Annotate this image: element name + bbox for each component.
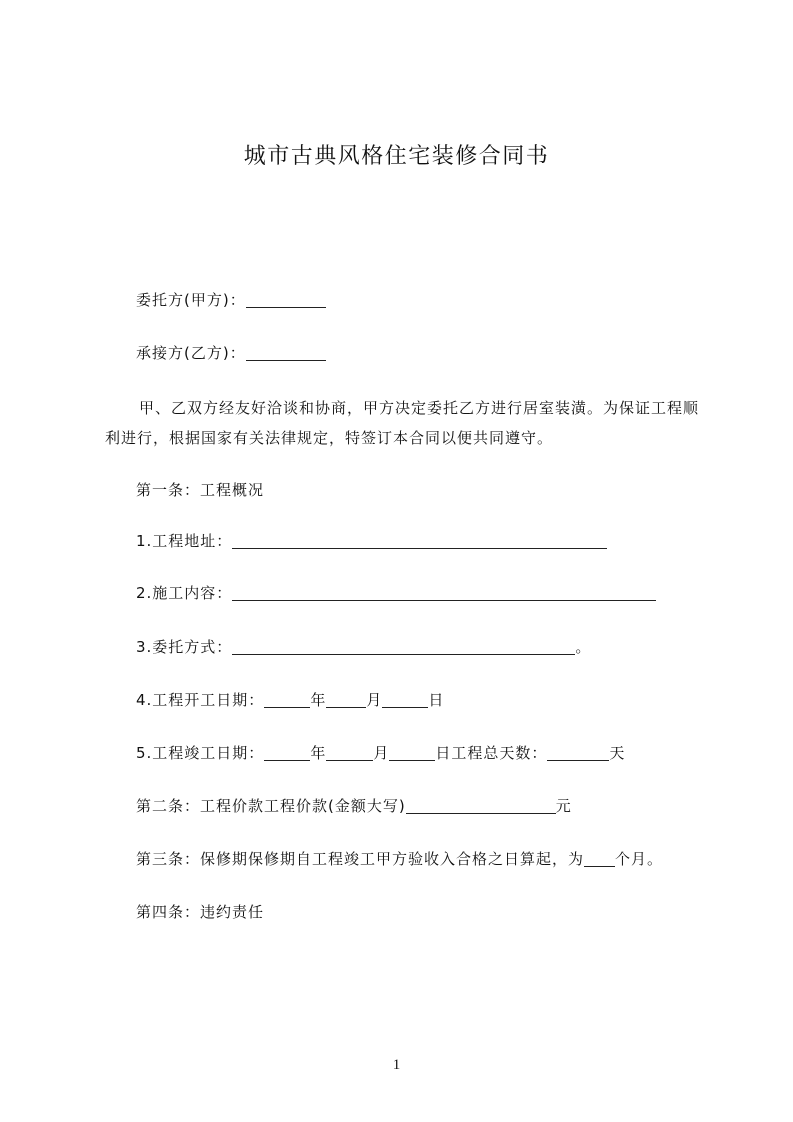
method-blank (232, 638, 575, 655)
item-4-label: 4.工程开工日期： (136, 691, 265, 709)
party-a-label: 委托方(甲方)： (136, 291, 246, 309)
party-b-line (136, 342, 326, 364)
day-text: 日 (428, 691, 445, 709)
item-1-line (136, 530, 607, 552)
intro-paragraph: 甲、乙双方经友好洽谈和协商，甲方决定委托乙方进行居室装潢。为保证工程顺利进行，根据国家有关法律规定，特签订本合同以便共同遵守。 (105, 399, 700, 447)
start-year-blank (264, 691, 310, 708)
start-day-blank (382, 691, 428, 708)
item-5-line (136, 742, 625, 764)
party-a-line (136, 289, 326, 311)
content-blank (232, 584, 656, 601)
year-text: 年 (310, 744, 327, 762)
total-days-label: 工程总天数： (451, 744, 548, 762)
item-2-line (136, 582, 656, 604)
day-text: 日 (435, 744, 452, 762)
party-b-blank (246, 344, 326, 361)
item-2-label: 2.施工内容： (136, 584, 233, 602)
article-3-line (136, 848, 663, 870)
address-blank (232, 532, 607, 549)
end-year-blank (264, 744, 310, 761)
item-4-line (136, 689, 444, 711)
item-1-label: 1.工程地址： (136, 532, 233, 550)
month-text: 月 (373, 744, 390, 762)
end-month-blank (326, 744, 373, 761)
party-a-blank (246, 291, 326, 308)
article-2-line (136, 795, 572, 817)
item-3-line (136, 636, 591, 658)
year-text: 年 (310, 691, 327, 709)
article-3-suffix: 个月。 (615, 850, 664, 868)
article-3-text: 第三条：保修期保修期自工程竣工甲方验收入合格之日算起，为 (136, 850, 585, 868)
document-title: 城市古典风格住宅装修合同书 (243, 144, 550, 169)
article-2-text: 第二条：工程价款工程价款(金额大写) (136, 797, 406, 815)
page-number: 1 (392, 1057, 401, 1073)
party-b-label: 承接方(乙方)： (136, 344, 246, 362)
article-4-heading: 第四条：违约责任 (136, 903, 265, 921)
month-text: 月 (366, 691, 383, 709)
item-3-label: 3.委托方式： (136, 638, 233, 656)
total-days-unit: 天 (609, 744, 626, 762)
price-blank (406, 797, 556, 814)
total-days-blank (547, 744, 609, 761)
warranty-months-blank (584, 850, 615, 867)
article-2-unit: 元 (555, 797, 572, 815)
start-month-blank (326, 691, 366, 708)
item-5-label: 5.工程竣工日期： (136, 744, 265, 762)
end-day-blank (389, 744, 435, 761)
item-3-suffix: 。 (575, 638, 592, 656)
article-1-heading: 第一条：工程概况 (136, 481, 265, 499)
